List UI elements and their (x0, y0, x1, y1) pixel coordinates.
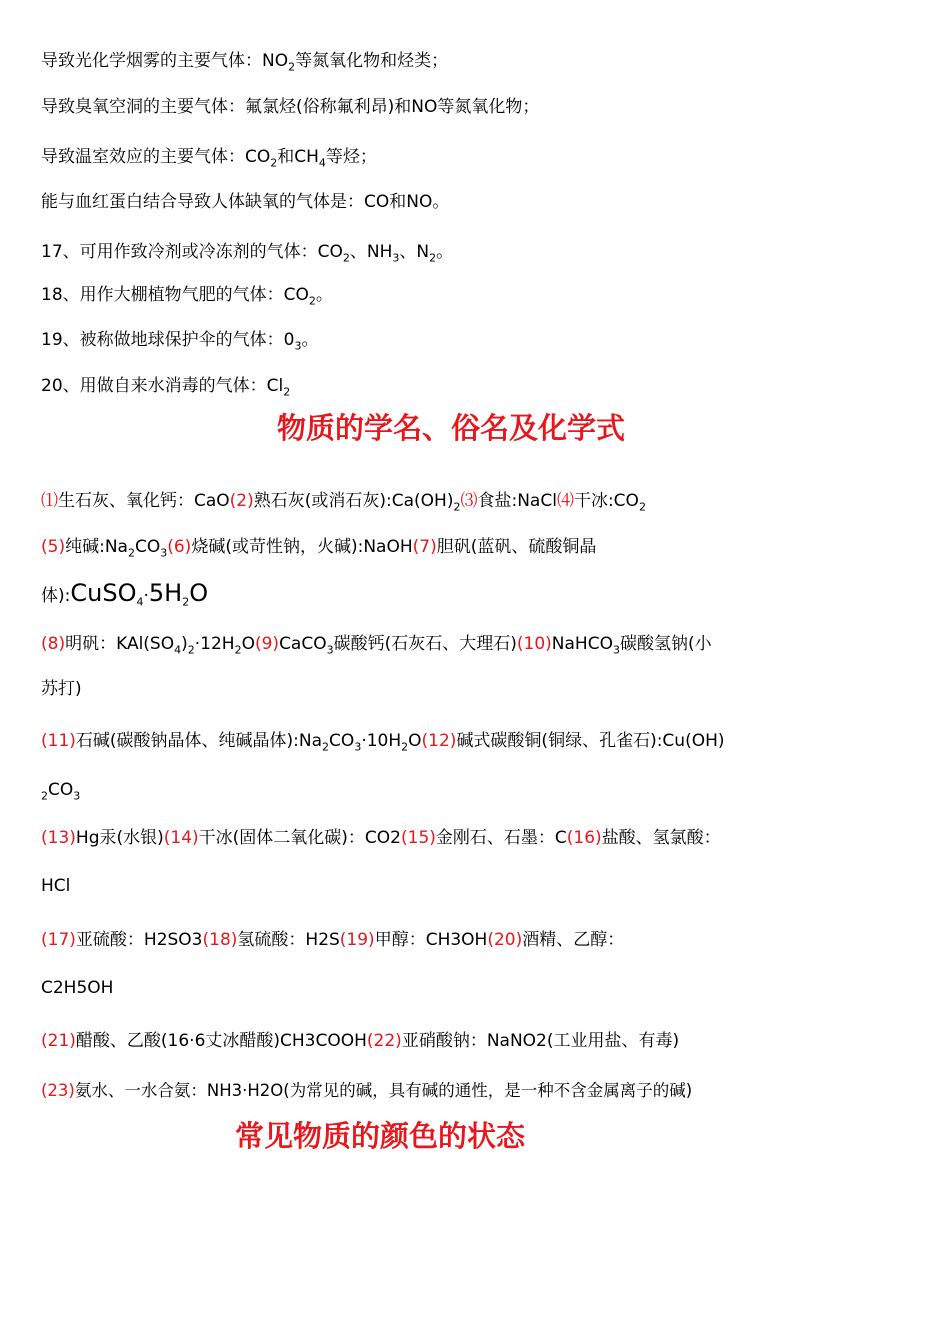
item-number: (8) (41, 634, 66, 654)
text-line: (8)明矾：$KAl(SO_4)_2\cdot 12H_2O(9)CaCO_3$碳酸钙(石灰石、大理石)(10)NaHCO$_3$碳酸氢钠(小 (41, 634, 712, 657)
item-number: (14) (163, 828, 199, 848)
item-number: (20) (487, 930, 523, 950)
text-line: 导致温室效应的主要气体：$CO_2$和$CH_4$等烃； (41, 147, 377, 170)
text-line: HCl (41, 876, 71, 896)
text-line: $_2CO_3$ (41, 780, 81, 803)
item-number: (9) (254, 634, 280, 654)
item-number: ⑶ (460, 491, 478, 511)
text-line: (23)氨水、一水合氨：NH3·H2O(为常见的碱，具有碱的通性，是一种不含金属离子的碱) (41, 1081, 693, 1100)
item-number: (10) (516, 634, 552, 654)
section-heading: 常见物质的颜色的状态 (235, 1119, 526, 1153)
text-line: ⑴生石灰、氧化钙：CaO(2)熟石灰(或消石灰)$:Ca(OH)_2⑶$食盐:NaCl⑷干冰$:CO_2$ (41, 491, 646, 514)
item-number: (12) (421, 731, 457, 751)
item-number: (11) (41, 731, 76, 751)
text-line: (21)醋酸、乙酸(16·6丈冰醋酸)CH3COOH(22)亚硝酸钠：NaNO2(工业用盐、有毒) (41, 1031, 680, 1051)
item-number: ⑷ (556, 491, 574, 511)
item-number: (2) (229, 491, 254, 511)
item-number: (6) (167, 537, 192, 557)
text-line: (13)Hg汞(水银)(14)干冰(固体二氧化碳)：CO2(15)金刚石、石墨：C(16)盐酸、氢氯酸： (41, 828, 721, 848)
text-line: 体)$:CuSO_4\cdot 5H_2O$ (41, 579, 209, 609)
item-number: (19) (339, 930, 375, 950)
item-number: ⑴ (41, 491, 58, 511)
text-line: 18、用作大棚植物气肥的气体：$CO_2$。 (41, 285, 333, 308)
item-number: (13) (41, 828, 76, 848)
text-line: (17)亚硫酸：H2SO3(18)氢硫酸：H2S(19)甲醇：CH3OH(20)酒精、乙醇： (41, 930, 625, 950)
item-number: (22) (366, 1031, 402, 1051)
item-number: (17) (41, 930, 76, 950)
text-line: 17、可用作致冷剂或冷冻剂的气体：$CO_2$、$NH_3$、$N_2$。 (41, 242, 454, 265)
text-line: (11)石碱(碳酸钠晶体、纯碱晶体)$:Na_2CO_3\cdot 10H_2O(12)$碱式碳酸铜(铜绿、孔雀石):Cu(OH) (41, 731, 725, 754)
section-heading: 物质的学名、俗名及化学式 (277, 411, 626, 445)
item-number: (15) (401, 828, 436, 848)
item-number: (5) (41, 537, 66, 557)
text-line: 20、用做自来水消毒的气体：$Cl_2$ (41, 376, 291, 399)
item-number: (23) (41, 1081, 75, 1100)
text-line: C2H5OH (41, 978, 114, 998)
item-number: (16) (566, 828, 602, 848)
text-line: 导致臭氧空洞的主要气体：氟氯烃(俗称氟利昂)和NO等氮氧化物； (41, 97, 540, 117)
item-number: (18) (202, 930, 238, 950)
text-line: 苏打) (41, 679, 82, 699)
item-number: (7) (412, 537, 437, 557)
text-line: 19、被称做地球保护伞的气体：$0_3$。 (41, 330, 319, 353)
text-line: (5)纯碱$:Na_2CO_3(6)$烧碱(或苛性钠，火碱):NaOH(7)胆矾(蓝矾、硫酸铜晶 (41, 537, 597, 560)
text-line: 能与血红蛋白结合导致人体缺氧的气体是：CO和NO。 (41, 192, 450, 212)
text-line: 导致光化学烟雾的主要气体：$NO_2$等氮氧化物和烃类； (41, 51, 449, 74)
item-number: (21) (41, 1031, 76, 1051)
